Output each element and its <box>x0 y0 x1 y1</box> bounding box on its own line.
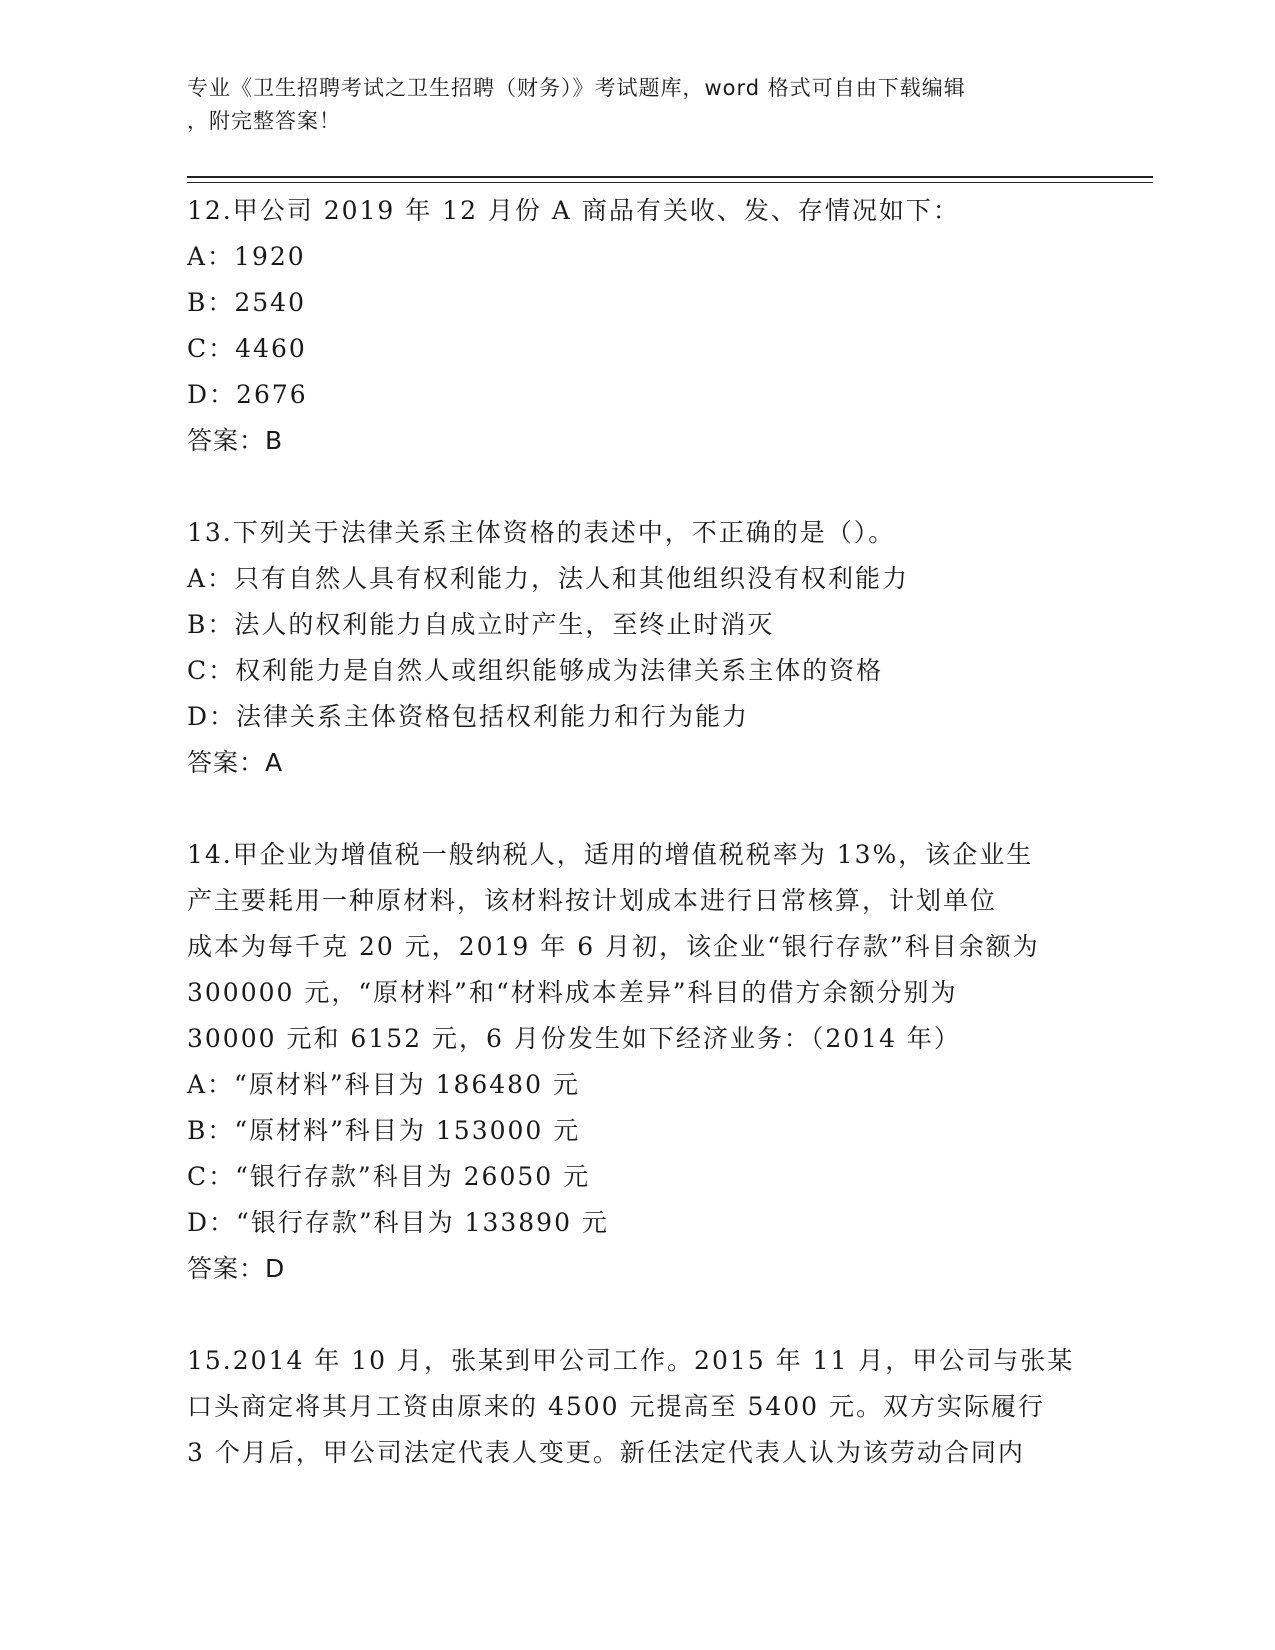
question-stem <box>187 510 1087 556</box>
header-divider-thick <box>187 176 1153 178</box>
stem-line: 30000 元和 6152 元，6 月份发生如下经济业务：（2014 年） <box>187 1024 961 1053</box>
option-d: D：“银行存款”科目为 133890 元 <box>187 1208 609 1237</box>
stem-line: 产主要耗用一种原材料，该材料按计划成本进行日常核算，计划单位 <box>187 886 998 915</box>
option-a: A：只有自然人具有权利能力，法人和其他组织没有权利能力 <box>187 564 910 593</box>
answer-label: 答案：B <box>187 426 284 455</box>
stem-line: 300000 元，“原材料”和“材料成本差异”科目的借方余额分别为 <box>187 978 958 1007</box>
stem-line: 口头商定将其月工资由原来的 4500 元提高至 5400 元。双方实际履行 <box>187 1392 1046 1421</box>
option-d: D：法律关系主体资格包括权利能力和行为能力 <box>187 702 750 731</box>
stem-line: 12.甲公司 2019 年 12 月份 A 商品有关收、发、存情况如下： <box>187 196 960 225</box>
stem-line: 15.2014 年 10 月，张某到甲公司工作。2015 年 11 月，甲公司与张某 <box>187 1346 1075 1375</box>
question-14 <box>187 832 1087 1292</box>
stem-line: 3 个月后，甲公司法定代表人变更。新任法定代表人认为该劳动合同内 <box>187 1438 1025 1467</box>
spacer <box>187 464 1087 510</box>
answer-label: 答案：A <box>187 748 284 777</box>
option-c: C：“银行存款”科目为 26050 元 <box>187 1162 591 1191</box>
option-b: B：2540 <box>187 288 306 317</box>
question-13 <box>187 510 1087 786</box>
question-12 <box>187 188 1087 464</box>
spacer <box>187 1292 1087 1338</box>
spacer <box>187 786 1087 832</box>
document-header <box>187 72 1067 138</box>
answer-label: 答案：D <box>187 1254 286 1283</box>
stem-line: 成本为每千克 20 元，2019 年 6 月初，该企业“银行存款”科目余额为 <box>187 932 1040 961</box>
option-a: A：“原材料”科目为 186480 元 <box>187 1070 580 1099</box>
header-divider-thin <box>187 182 1153 183</box>
stem-line: 14.甲企业为增值税一般纳税人，适用的增值税税率为 13%，该企业生 <box>187 840 1034 869</box>
question-15 <box>187 1338 1087 1476</box>
stem-line: 13.下列关于法律关系主体资格的表述中，不正确的是（）。 <box>187 518 896 547</box>
option-d: D：2676 <box>187 380 308 409</box>
option-b: B：“原材料”科目为 153000 元 <box>187 1116 581 1145</box>
header-line-2: ，附完整答案！ <box>187 109 341 133</box>
option-c: C：权利能力是自然人或组织能够成为法律关系主体的资格 <box>187 656 884 685</box>
question-list <box>187 188 1087 1476</box>
question-stem <box>187 1338 1087 1476</box>
question-stem <box>187 188 1087 234</box>
header-line-1: 专业《卫生招聘考试之卫生招聘（财务）》考试题库，word 格式可自由下载编辑 <box>187 76 966 100</box>
option-b: B：法人的权利能力自成立时产生，至终止时消灭 <box>187 610 775 639</box>
option-a: A：1920 <box>187 242 306 271</box>
option-c: C：4460 <box>187 334 307 363</box>
question-stem <box>187 832 1087 1062</box>
